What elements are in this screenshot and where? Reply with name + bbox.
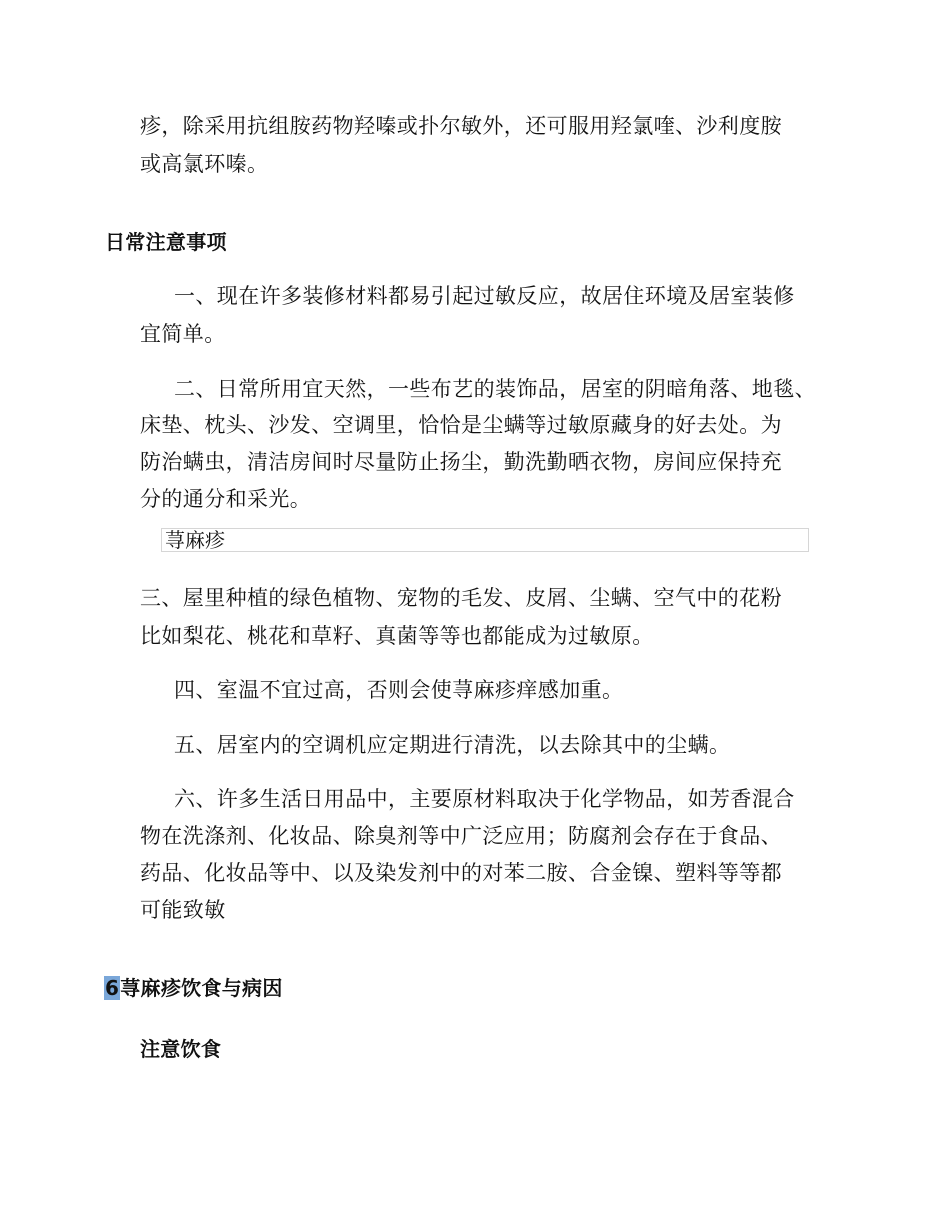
item2-line-4: 分的通分和采光。 bbox=[140, 487, 312, 511]
item2-line-2: 床垫、枕头、沙发、空调里，恰恰是尘螨等过敏原藏身的好去处。为 bbox=[140, 413, 782, 437]
section-6-heading bbox=[104, 975, 283, 1001]
item4-line: 四、室温不宜过高，否则会使荨麻疹痒感加重。 bbox=[174, 678, 624, 702]
intro-line-1: 疹，除采用抗组胺药物羟嗪或扑尔敏外，还可服用羟氯喹、沙利度胺 bbox=[140, 114, 782, 138]
item3-line-1: 三、屋里种植的绿色植物、宠物的毛发、皮屑、尘螨、空气中的花粉 bbox=[140, 586, 782, 610]
image-caption: 荨麻疹 bbox=[165, 528, 225, 552]
item2-line-1: 二、日常所用宜天然，一些布艺的装饰品，居室的阴暗角落、地毯、 bbox=[174, 377, 816, 401]
daily-care-heading: 日常注意事项 bbox=[105, 230, 227, 254]
item5-line: 五、居室内的空调机应定期进行清洗，以去除其中的尘螨。 bbox=[174, 733, 731, 757]
item6-line-4: 可能致敏 bbox=[140, 898, 226, 922]
diet-subheading: 注意饮食 bbox=[140, 1037, 222, 1061]
image-caption-box bbox=[161, 528, 809, 552]
section-title: 荨麻疹饮食与病因 bbox=[120, 976, 283, 1000]
item1-line-2: 宜简单。 bbox=[140, 322, 226, 346]
intro-line-2: 或高氯环嗪。 bbox=[140, 152, 269, 176]
item6-line-1: 六、许多生活日用品中，主要原材料取决于化学物品，如芳香混合 bbox=[174, 787, 795, 811]
item3-line-2: 比如梨花、桃花和草籽、真菌等等也都能成为过敏原。 bbox=[140, 624, 654, 648]
item6-line-3: 药品、化妆品等中、以及染发剂中的对苯二胺、合金镍、塑料等等都 bbox=[140, 861, 782, 885]
section-number: 6 bbox=[105, 976, 120, 1000]
item2-line-3: 防治螨虫，清洁房间时尽量防止扬尘，勤洗勤晒衣物，房间应保持充 bbox=[140, 450, 782, 474]
item6-line-2: 物在洗涤剂、化妆品、除臭剂等中广泛应用；防腐剂会存在于食品、 bbox=[140, 824, 782, 848]
item1-line-1: 一、现在许多装修材料都易引起过敏反应，故居住环境及居室装修 bbox=[174, 284, 795, 308]
